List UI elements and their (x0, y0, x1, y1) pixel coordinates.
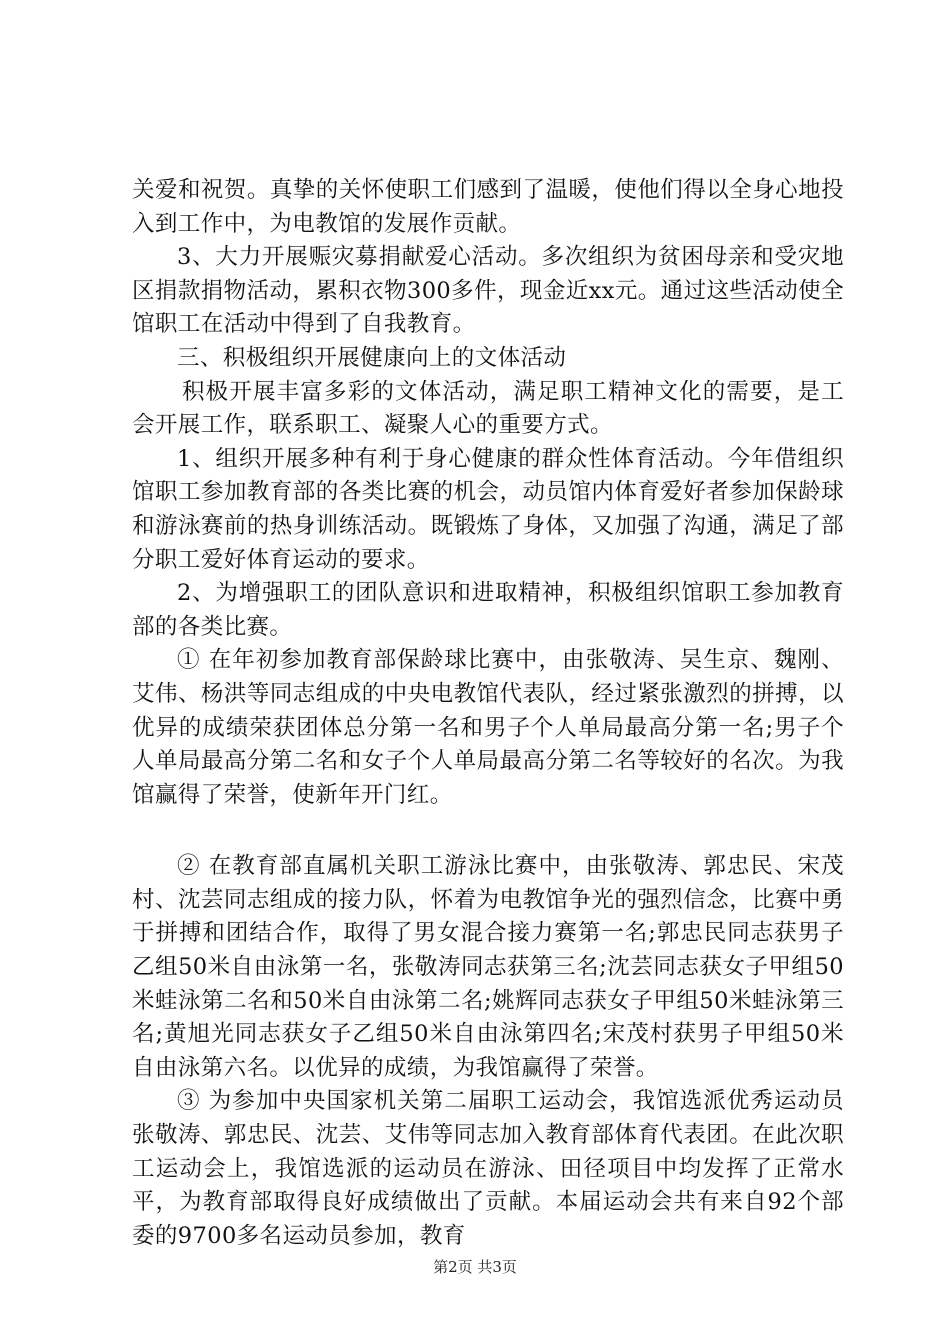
section-heading-cultural-sports: 三、积极组织开展健康向上的文体活动 (177, 344, 567, 371)
paragraph-team-spirit: 2、为增强职工的团队意识和进取精神，积极组织馆职工参加教育部的各类比赛。 (132, 580, 844, 640)
document-body (132, 174, 844, 1253)
paragraph-care-continuation: 关爱和祝贺。真挚的关怀使职工们感到了温暖，使他们得以全身心地投入到工作中，为电教馆的发展作贡献。 (132, 177, 844, 237)
paragraph-swimming-competition: ② 在教育部直属机关职工游泳比赛中，由张敬涛、郭忠民、宋茂村、沈芸同志组成的接力队，怀着为电教馆争光的强烈信念，比赛中勇于拼搏和团结合作，取得了男女混合接力赛第一名;郭忠民同志获男子乙组50米自由泳第一名，张敬涛同志获第三名;沈芸同志获女子甲组50米蛙泳第二名和50米自由泳第二名;姚辉同志获女子甲组50米蛙泳第三名;黄旭光同志获女子乙组50米自由泳第四名;宋茂村获男子甲组50米自由泳第六名。以优异的成绩，为我馆赢得了荣誉。 (132, 853, 844, 1081)
paragraph-disaster-donation: 3、大力开展赈灾募捐献爱心活动。多次组织为贫困母亲和受灾地区捐款捐物活动，累积衣物300多件，现金近xx元。通过这些活动使全馆职工在活动中得到了自我教育。 (132, 244, 844, 338)
page-footer: 第2页 共3页 (433, 1258, 517, 1276)
paragraph-gap (132, 812, 844, 850)
paragraph-cultural-activities-intro: 积极开展丰富多彩的文体活动，满足职工精神文化的需要，是工会开展工作，联系职工、凝聚人心的重要方式。 (132, 378, 844, 439)
paragraph-mass-sports: 1、组织开展多种有利于身心健康的群众性体育活动。今年借组织馆职工参加教育部的各类比赛的机会，动员馆内体育爱好者参加保龄球和游泳赛前的热身训练活动。既锻炼了身体，又加强了沟通，满足了部分职工爱好体育运动的要求。 (132, 445, 844, 573)
paragraph-bowling-competition: ① 在年初参加教育部保龄球比赛中，由张敬涛、吴生京、魏刚、艾伟、杨洪等同志组成的中央电教馆代表队，经过紧张激烈的拼搏，以优异的成绩荣获团体总分第一名和男子个人单局最高分第一名;男子个人单局最高分第二名和女子个人单局最高分第二名等较好的名次。为我馆赢得了荣誉，使新年开门红。 (132, 647, 844, 808)
paragraph-sports-games: ③ 为参加中央国家机关第二届职工运动会，我馆选派优秀运动员张敬涛、郭忠民、沈芸、艾伟等同志加入教育部体育代表团。在此次职工运动会上，我馆选派的运动员在游泳、田径项目中均发挥了正常水平，为教育部取得良好成绩做出了贡献。本届运动会共有来自92个部委的9700多名运动员参加，教育 (132, 1088, 844, 1249)
